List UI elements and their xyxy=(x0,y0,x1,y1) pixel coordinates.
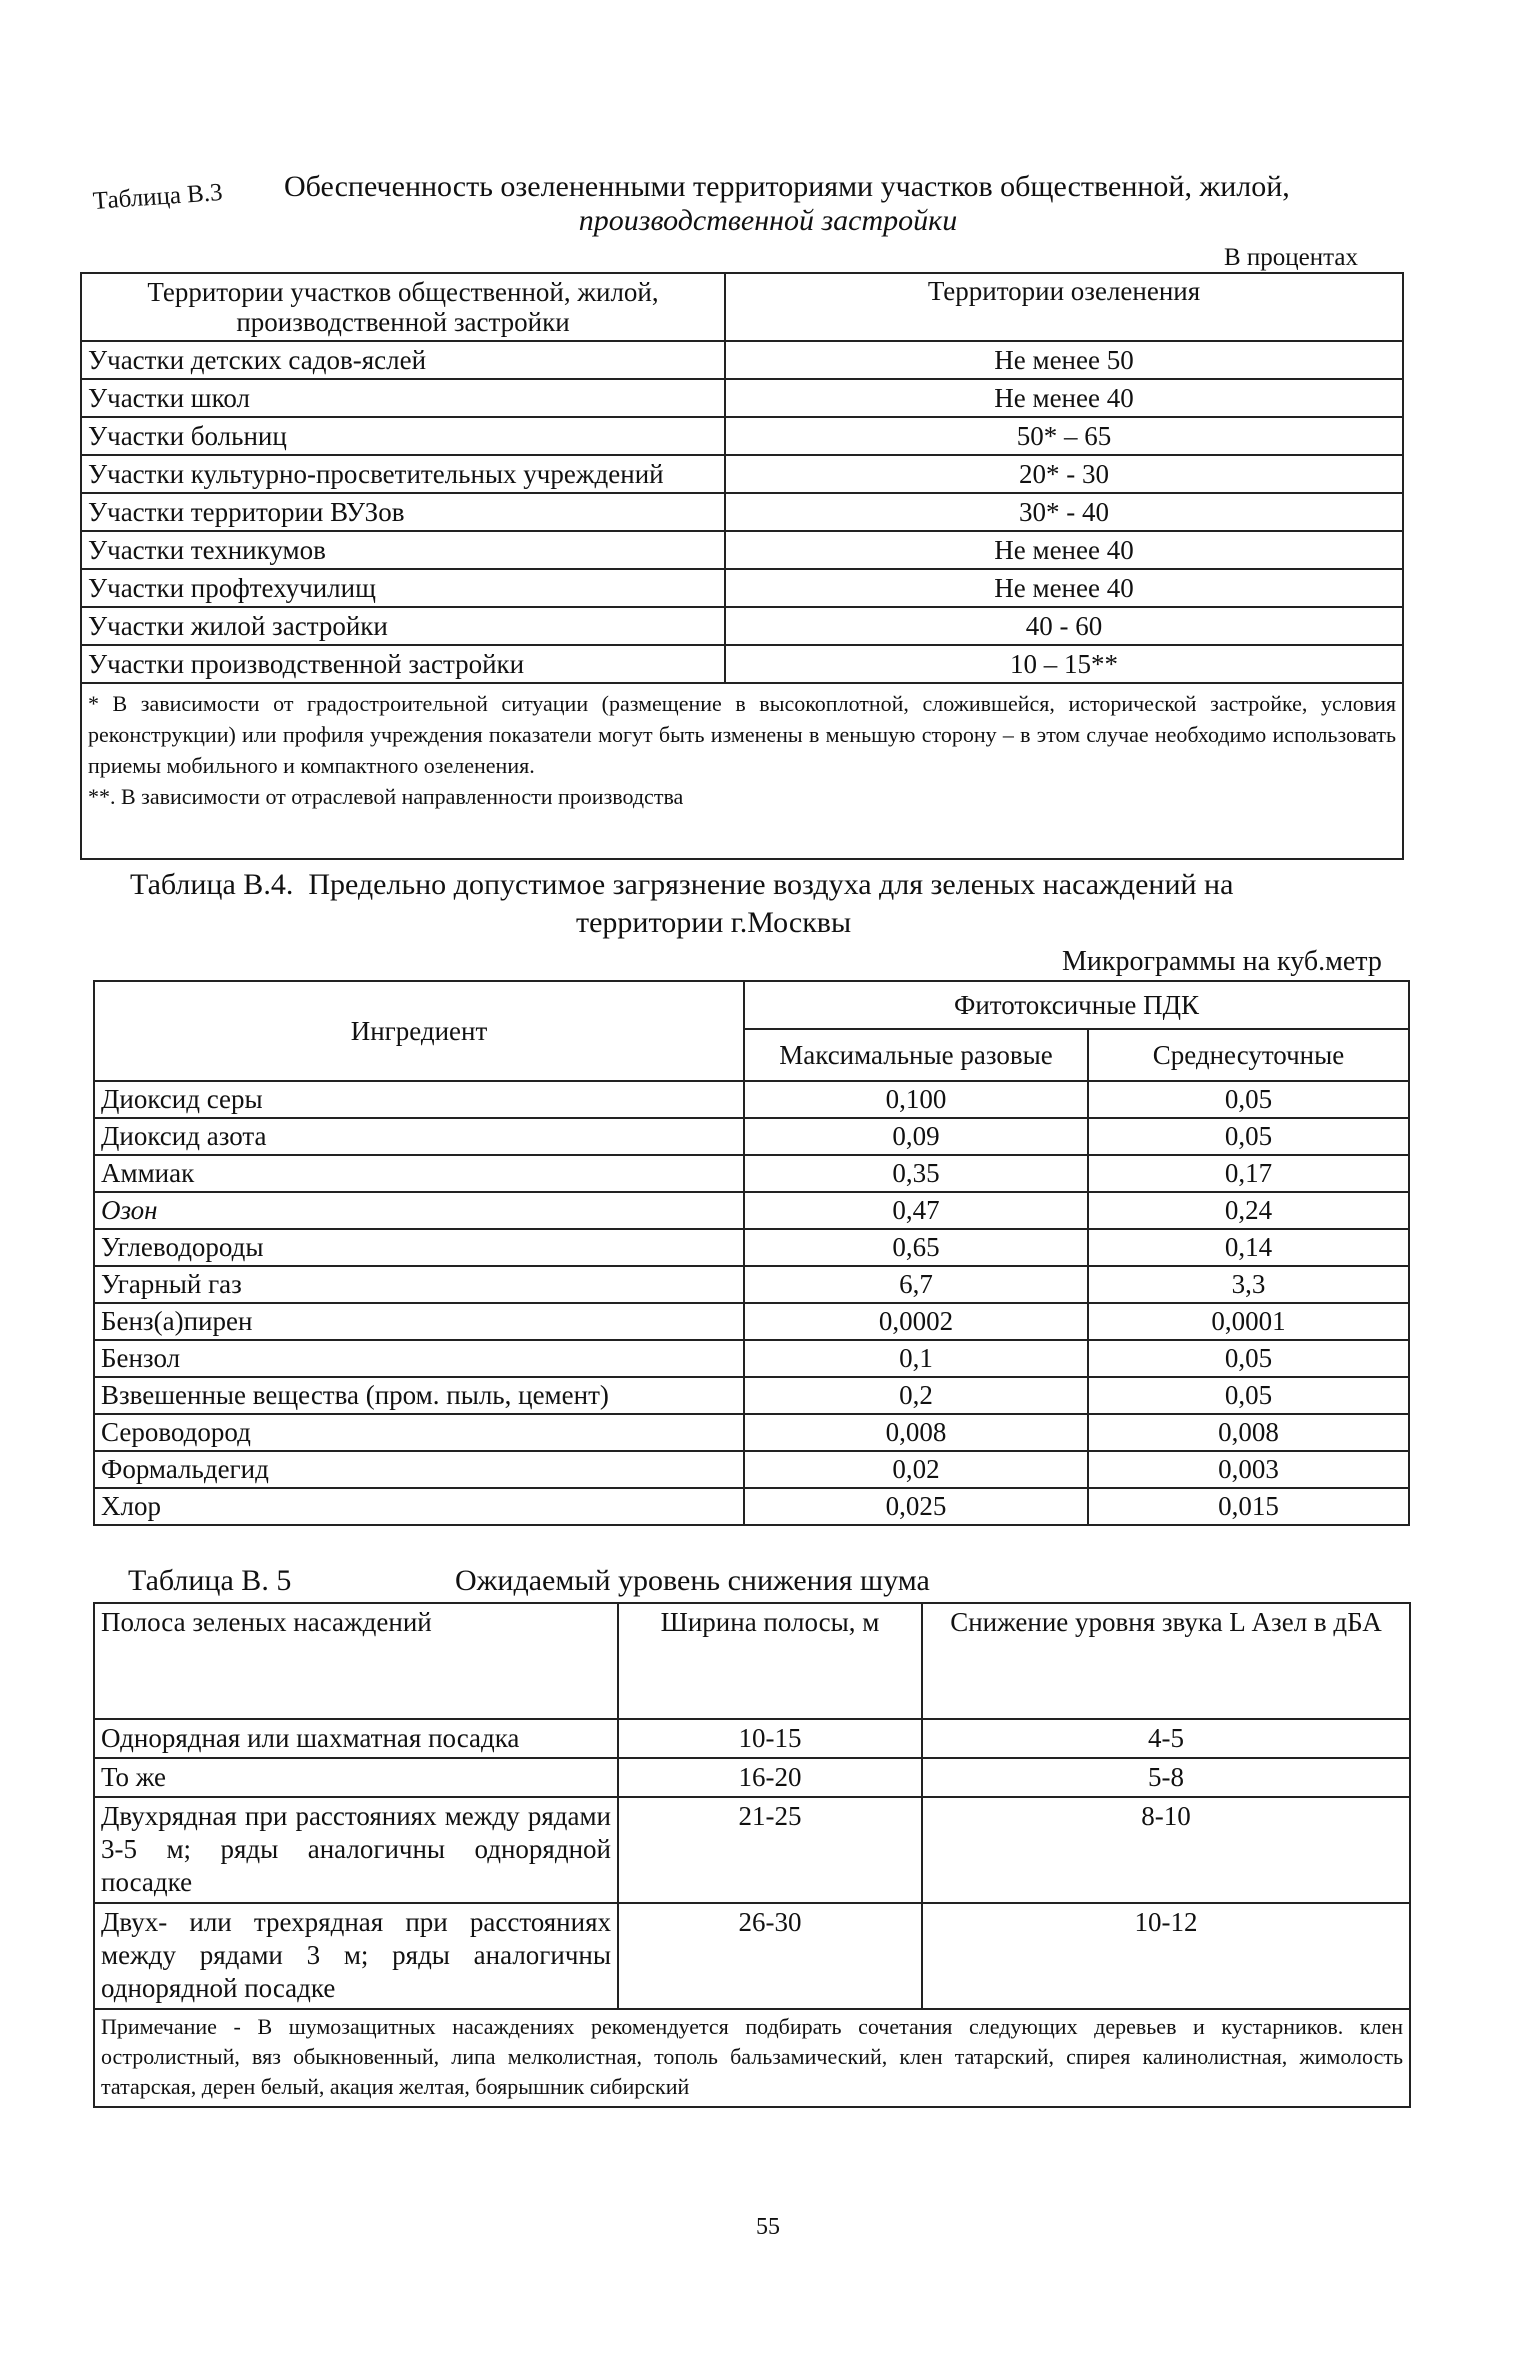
table-row xyxy=(94,1340,1409,1377)
row-max: 0,025 xyxy=(744,1488,1088,1525)
header-daily-avg: Среднесуточные xyxy=(1088,1029,1409,1081)
table-row xyxy=(81,531,1403,569)
row-reduction: 8-10 xyxy=(922,1797,1410,1903)
row-name: Участки профтехучилищ xyxy=(81,569,725,607)
table-row xyxy=(94,1903,1410,2009)
row-daily: 0,05 xyxy=(1088,1377,1409,1414)
row-strip: Двух- или трехрядная при расстояниях между рядами 3 м; ряды аналогичны однорядной посадке xyxy=(94,1903,618,2009)
row-strip: Однорядная или шахматная посадка xyxy=(94,1719,618,1758)
table-row xyxy=(94,1719,1410,1758)
row-name: Участки производственной застройки xyxy=(81,645,725,683)
row-ingredient: Углеводороды xyxy=(94,1229,744,1266)
row-daily: 0,05 xyxy=(1088,1340,1409,1377)
header-ingredient: Ингредиент xyxy=(94,981,744,1081)
table-b3-title-line1: Обеспеченность озелененными территориями участков общественной, жилой, xyxy=(284,170,1290,203)
header-greening: Территории озеленения xyxy=(725,273,1403,341)
table-row xyxy=(94,1758,1410,1797)
row-max: 6,7 xyxy=(744,1266,1088,1303)
row-width: 26-30 xyxy=(618,1903,922,2009)
row-daily: 0,015 xyxy=(1088,1488,1409,1525)
page-number: 55 xyxy=(756,2214,780,2240)
row-value: Не менее 50 xyxy=(725,341,1403,379)
row-value: 20* - 30 xyxy=(725,455,1403,493)
row-name: Участки культурно-просветительных учреждений xyxy=(81,455,725,493)
table-row xyxy=(81,341,1403,379)
table-b3 xyxy=(80,272,1404,860)
header-strip: Полоса зеленых насаждений xyxy=(94,1603,618,1719)
table-row xyxy=(94,1797,1410,1903)
table-row xyxy=(81,645,1403,683)
row-name: Участки больниц xyxy=(81,417,725,455)
row-max: 0,008 xyxy=(744,1414,1088,1451)
header-phytotoxic-pdk: Фитотоксичные ПДК xyxy=(744,981,1409,1029)
table-b3-label: Таблица В.3 xyxy=(92,178,224,215)
row-ingredient: Формальдегид xyxy=(94,1451,744,1488)
row-max: 0,35 xyxy=(744,1155,1088,1192)
row-name: Участки техникумов xyxy=(81,531,725,569)
row-value: 10 – 15** xyxy=(725,645,1403,683)
table-row xyxy=(81,455,1403,493)
header-width: Ширина полосы, м xyxy=(618,1603,922,1719)
table-row xyxy=(81,493,1403,531)
table-row xyxy=(94,1414,1409,1451)
row-ingredient: Озон xyxy=(94,1192,744,1229)
row-ingredient: Сероводород xyxy=(94,1414,744,1451)
row-reduction: 5-8 xyxy=(922,1758,1410,1797)
row-max: 0,1 xyxy=(744,1340,1088,1377)
row-strip: Двухрядная при расстояниях между рядами 3-5 м; ряды аналогичны однорядной посадке xyxy=(94,1797,618,1903)
row-max: 0,09 xyxy=(744,1118,1088,1155)
table-row xyxy=(94,1377,1409,1414)
row-daily: 0,003 xyxy=(1088,1451,1409,1488)
row-max: 0,100 xyxy=(744,1081,1088,1118)
row-ingredient: Аммиак xyxy=(94,1155,744,1192)
row-name: Участки детских садов-яслей xyxy=(81,341,725,379)
row-width: 10-15 xyxy=(618,1719,922,1758)
table-row xyxy=(81,607,1403,645)
table-header-row xyxy=(81,273,1403,341)
row-ingredient: Диоксид азота xyxy=(94,1118,744,1155)
table-b4-unit: Микрограммы на куб.метр xyxy=(1062,946,1382,977)
note-asterisk: * В зависимости от градостроительной ситуации (размещение в высокоплотной, сложившейся, исторической застройке, условия реконструкции) или профиля учреждения показатели могут быть изменены в меньшую сторону – в этом случае необходимо использовать приемы мобильного и компактного озеленения. xyxy=(88,691,1396,778)
row-name: Участки школ xyxy=(81,379,725,417)
table-b3-notes xyxy=(81,683,1403,859)
row-strip: То же xyxy=(94,1758,618,1797)
row-value: Не менее 40 xyxy=(725,531,1403,569)
table-row xyxy=(94,1303,1409,1340)
row-daily: 3,3 xyxy=(1088,1266,1409,1303)
table-b5 xyxy=(93,1602,1411,2108)
row-reduction: 4-5 xyxy=(922,1719,1410,1758)
row-daily: 0,24 xyxy=(1088,1192,1409,1229)
row-ingredient: Взвешенные вещества (пром. пыль, цемент) xyxy=(94,1377,744,1414)
row-ingredient: Диоксид серы xyxy=(94,1081,744,1118)
table-header-row xyxy=(94,1603,1410,1719)
row-daily: 0,17 xyxy=(1088,1155,1409,1192)
row-ingredient: Бензол xyxy=(94,1340,744,1377)
row-width: 21-25 xyxy=(618,1797,922,1903)
row-reduction: 10-12 xyxy=(922,1903,1410,2009)
row-value: 30* - 40 xyxy=(725,493,1403,531)
table-b5-note-row xyxy=(94,2009,1410,2107)
row-name: Участки территории ВУЗов xyxy=(81,493,725,531)
table-row xyxy=(94,1118,1409,1155)
row-daily: 0,14 xyxy=(1088,1229,1409,1266)
table-b5-label: Таблица В. 5 xyxy=(128,1564,292,1597)
header-max-single: Максимальные разовые xyxy=(744,1029,1088,1081)
row-value: 50* – 65 xyxy=(725,417,1403,455)
row-max: 0,0002 xyxy=(744,1303,1088,1340)
table-row xyxy=(94,1155,1409,1192)
row-ingredient: Угарный газ xyxy=(94,1266,744,1303)
table-row xyxy=(94,1451,1409,1488)
table-header-row xyxy=(94,981,1409,1029)
table-b5-title: Ожидаемый уровень снижения шума xyxy=(455,1564,930,1597)
row-value: 40 - 60 xyxy=(725,607,1403,645)
header-territory: Территории участков общественной, жилой, производственной застройки xyxy=(81,273,725,341)
note-double-asterisk: **. В зависимости от отраслевой направленности производства xyxy=(88,784,684,809)
table-b3-unit: В процентах xyxy=(1224,244,1358,271)
row-value: Не менее 40 xyxy=(725,379,1403,417)
table-b3-title-line2: производственной застройки xyxy=(578,204,958,237)
table-row xyxy=(94,1266,1409,1303)
row-width: 16-20 xyxy=(618,1758,922,1797)
table-row xyxy=(94,1081,1409,1118)
row-ingredient: Бенз(а)пирен xyxy=(94,1303,744,1340)
row-daily: 0,0001 xyxy=(1088,1303,1409,1340)
table-b4 xyxy=(93,980,1410,1526)
row-name: Участки жилой застройки xyxy=(81,607,725,645)
table-b4-title-line1: Таблица В.4. Предельно допустимое загрязнение воздуха для зеленых насаждений на xyxy=(130,868,1234,901)
row-ingredient: Хлор xyxy=(94,1488,744,1525)
row-daily: 0,008 xyxy=(1088,1414,1409,1451)
row-value: Не менее 40 xyxy=(725,569,1403,607)
table-row xyxy=(94,1229,1409,1266)
table-row xyxy=(94,1192,1409,1229)
table-b4-title-line2: территории г.Москвы xyxy=(576,906,852,939)
row-daily: 0,05 xyxy=(1088,1081,1409,1118)
table-row xyxy=(81,569,1403,607)
row-max: 0,47 xyxy=(744,1192,1088,1229)
row-daily: 0,05 xyxy=(1088,1118,1409,1155)
header-noise-reduction: Снижение уровня звука L Азел в дБА xyxy=(922,1603,1410,1719)
table-row xyxy=(81,417,1403,455)
row-max: 0,65 xyxy=(744,1229,1088,1266)
row-max: 0,2 xyxy=(744,1377,1088,1414)
table-row xyxy=(81,379,1403,417)
table-b5-note: Примечание - В шумозащитных насаждениях рекомендуется подбирать сочетания следующих деревьев и кустарников. клен остролистный, вяз обыкновенный, липа мелколистная, тополь бальзамический, клен татарский, спирея калинолистная, жимолость татарская, дерен белый, акация желтая, боярышник сибирский xyxy=(94,2009,1410,2107)
row-max: 0,02 xyxy=(744,1451,1088,1488)
table-row xyxy=(94,1488,1409,1525)
